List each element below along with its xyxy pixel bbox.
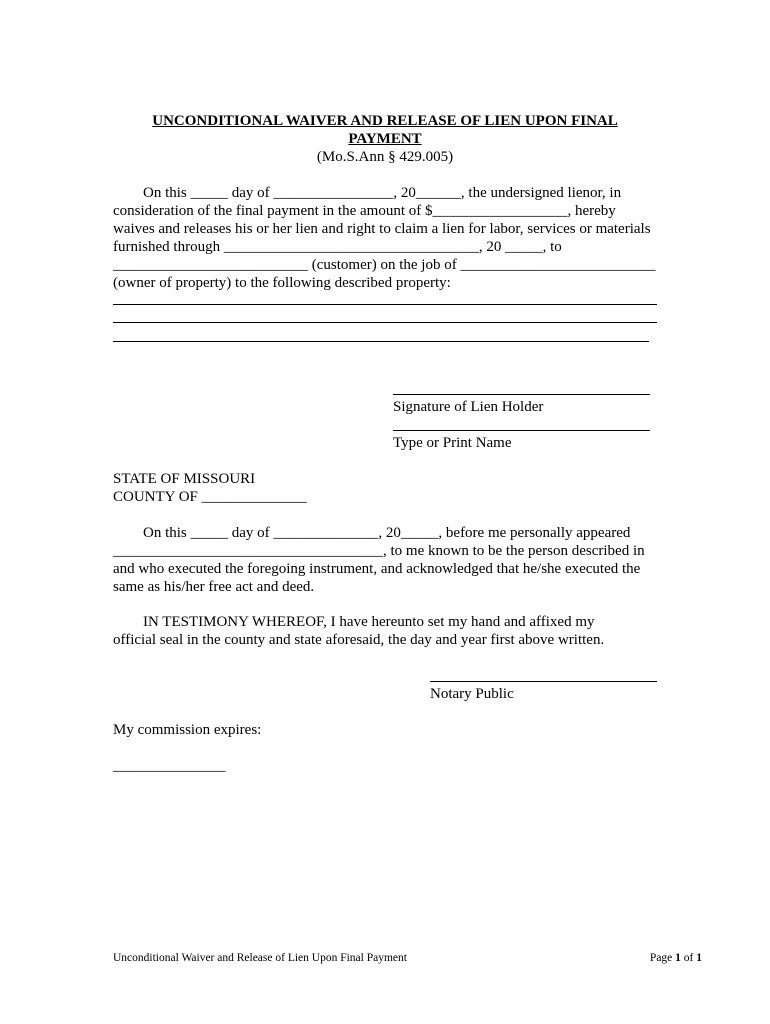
statute-citation: (Mo.S.Ann § 429.005): [316, 149, 454, 165]
document-title-line1: UNCONDITIONAL WAIVER AND RELEASE OF LIEN UPON FINAL: [152, 113, 618, 129]
commission-label: My commission expires:: [113, 722, 262, 738]
waiver-paragraph-line: consideration of the final payment in the amount of $__________________, hereby: [113, 203, 616, 219]
notary-signature-line: [430, 681, 657, 682]
page-total: 1: [696, 952, 702, 964]
venue-state: STATE OF MISSOURI: [113, 471, 256, 487]
property-description-line: [113, 322, 657, 323]
testimony-paragraph-line: official seal in the county and state aforesaid, the day and year first above written.: [113, 632, 605, 648]
waiver-paragraph-line: furnished through __________________________________, 20 _____, to: [113, 239, 562, 255]
waiver-paragraph-line: waives and releases his or her lien and right to claim a lien for labor, services or materials: [113, 221, 651, 237]
page-prefix: Page: [649, 952, 676, 964]
acknowledgment-paragraph-line: and who executed the foregoing instrument, and acknowledged that he/she executed the: [113, 561, 641, 577]
property-description-line: [113, 304, 657, 305]
venue-county: COUNTY OF ______________: [113, 489, 307, 505]
acknowledgment-paragraph-line: same as his/her free act and deed.: [113, 579, 315, 595]
print-name-line: [393, 430, 650, 431]
acknowledgment-paragraph-line: On this _____ day of ______________, 20_____, before me personally appeared: [113, 525, 631, 541]
commission-date-blank: _______________: [113, 758, 226, 774]
waiver-paragraph-line: (owner of property) to the following described property:: [113, 275, 451, 291]
page-of: of: [680, 952, 697, 964]
property-description-line: [113, 341, 649, 342]
footer-title: Unconditional Waiver and Release of Lien Upon Final Payment: [113, 952, 407, 964]
document-title-line2: PAYMENT: [348, 131, 422, 147]
waiver-paragraph-line: __________________________ (customer) on the job of __________________________: [113, 257, 656, 273]
testimony-paragraph-line: IN TESTIMONY WHEREOF, I have hereunto set my hand and affixed my: [113, 614, 595, 630]
page-number: [650, 949, 702, 967]
page-current: 1: [675, 952, 681, 964]
signature-label: Signature of Lien Holder: [393, 399, 544, 415]
signature-line: [393, 394, 650, 395]
print-name-label: Type or Print Name: [393, 435, 512, 451]
notary-label: Notary Public: [430, 686, 514, 702]
acknowledgment-paragraph-line: ____________________________________, to me known to be the person described in: [113, 543, 645, 559]
waiver-paragraph-line: On this _____ day of ________________, 20______, the undersigned lienor, in: [113, 185, 622, 201]
